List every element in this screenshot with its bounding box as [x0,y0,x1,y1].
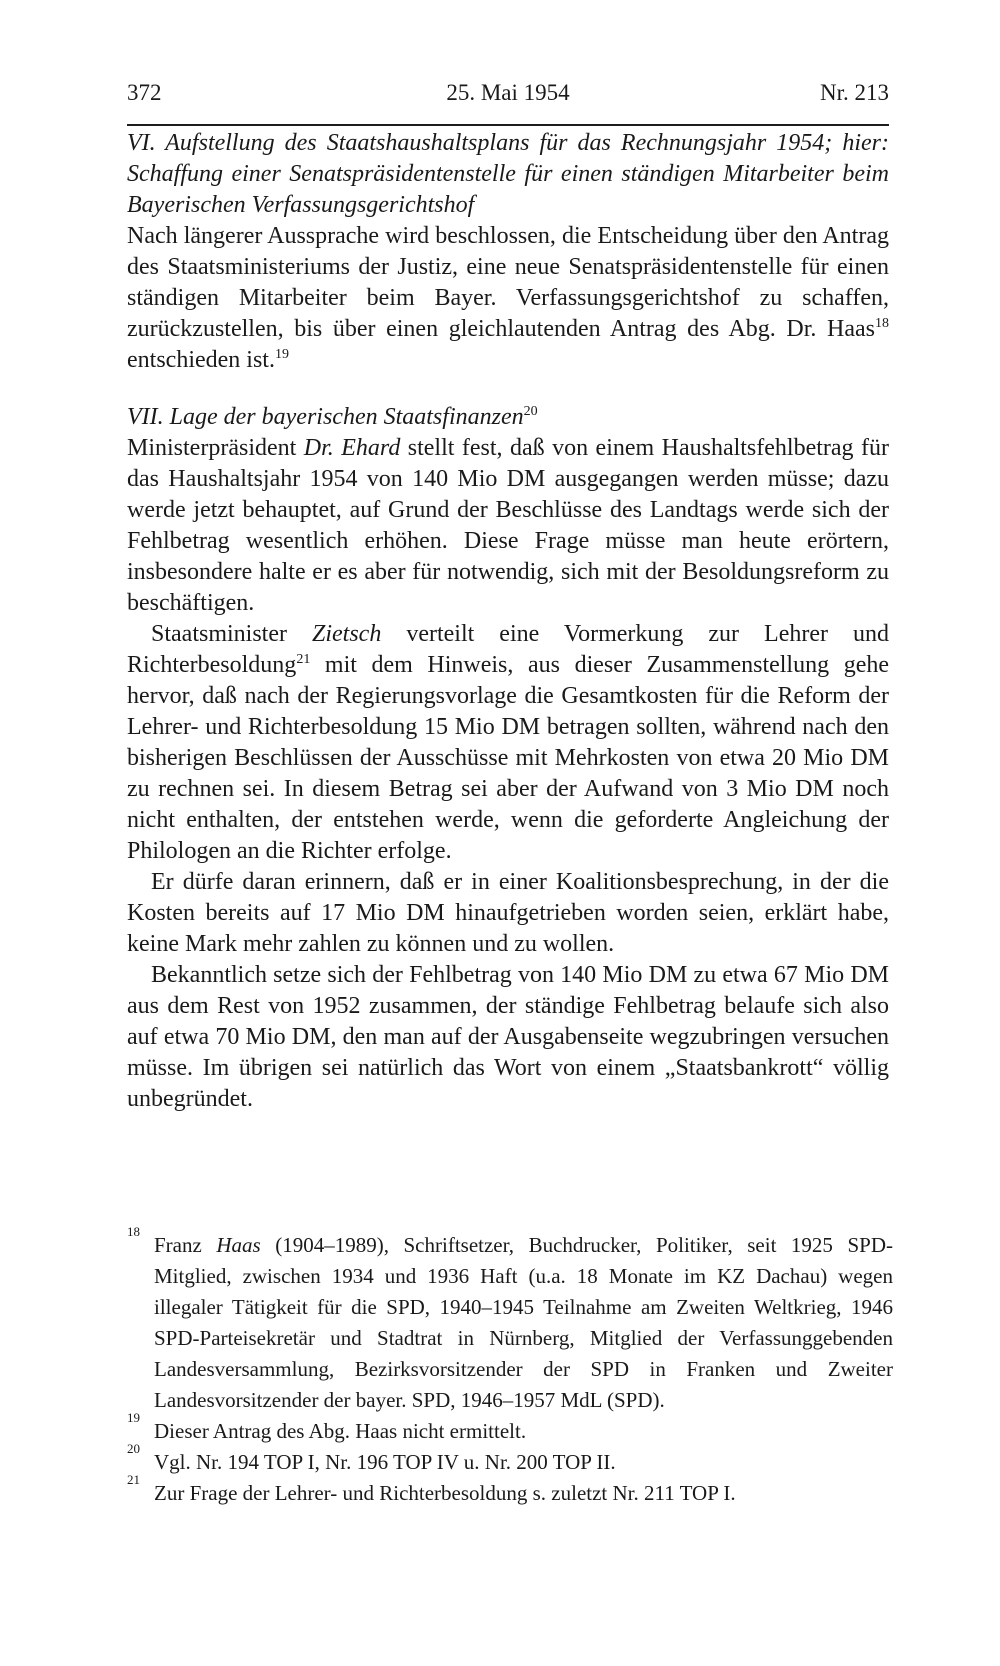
text-run: stellt fest, daß von einem Haushaltsfehlbetrag für das Haushaltsjahr 1954 von 140 Mio DM ausgegangen werden müsse; dazu werde jetzt behauptet, auf Grund der Beschlüsse des Landtags werde sich der Fehlbetrag wesentlich erhöhen. Diese Frage müsse man heute erörtern, insbesondere halte er es aber für notwendig, sich mit der Besoldungsreform zu beschäftigen. [127,435,889,616]
header-rule [127,124,889,126]
text-run: VII. Lage der bayerischen Staatsfinanzen [127,404,524,430]
text-run: Haas [216,1233,261,1257]
text-run: Dr. Ehard [303,435,401,461]
text-run: Nach längerer Aussprache wird beschlossen, die Entscheidung über den Antrag des Staatsministeriums der Justiz, eine neue Senatspräsidentenstelle für einen ständigen Mitarbeiter beim Bayer. Verfassungsgerichtshof zu schaffen, zurückzustellen, bis über einen gleichlautenden Antrag des Abg. Dr. Haas [127,223,889,342]
footnote-item [127,1410,893,1447]
footnote-number: 18 [127,1224,140,1239]
page-header [127,80,889,106]
text-run: Franz [154,1233,217,1257]
footnote-text [154,1481,736,1505]
footnote-ref: 18 [875,316,889,331]
footnote-ref: 21 [296,652,311,667]
footnote-number: 19 [127,1410,140,1425]
text-run: (1904–1989), Schriftsetzer, Buchdrucker, Politiker, seit 1925 SPD-Mitglied, zwischen 1934 und 1936 Haft (u.a. 18 Monate im KZ Dachau) wegen illegaler Tätigkeit für die SPD, 1940–1945 Teilnahme am Zweiten Weltkrieg, 1946 SPD-Parteisekretär und Stadtrat in Nürnberg, Mitglied der Verfassunggebenden Landesversammlung, Bezirksvorsitzender der SPD in Franken und Zweiter Landesvorsitzender der bayer. SPD, 1946–1957 MdL (SPD). [154,1233,893,1412]
footnote-item [127,1441,893,1478]
text-run: entschieden ist. [127,347,275,373]
footnote-ref: 20 [523,404,538,419]
section-heading [127,128,889,221]
text-run: Vgl. Nr. 194 TOP I, Nr. 196 TOP IV u. Nr. 200 TOP II. [154,1450,616,1474]
text-run: Er dürfe daran erinnern, daß er in einer Koalitionsbesprechung, in der die Kosten bereits auf 17 Mio DM hinaufgetrieben worden seien, erklärt habe, keine Mark mehr zahlen zu können und zu wollen. [127,869,889,957]
paragraph [127,619,889,867]
document-number: Nr. 213 [820,80,890,105]
text-run: mit dem Hinweis, aus dieser Zusammenstellung gehe hervor, daß nach der Regierungsvorlage die Gesamtkosten für die Reform der Lehrer- und Richterbesoldung 15 Mio DM betragen sollten, während nach den bisherigen Beschlüssen der Ausschüsse mit Mehrkosten von etwa 20 Mio DM zu rechnen sei. In diesem Betrag sei aber der Aufwand von 3 Mio DM noch nicht enthalten, der entstehen werde, wenn die geforderte Angleichung der Philologen an die Richter erfolge. [127,652,889,864]
paragraph [127,221,889,376]
text-run: VI. Aufstellung des Staatshaushaltsplans für das Rechnungsjahr 1954; hier: Schaffung einer Senatspräsidentenstelle für einen ständigen Mitarbeiter beim Bayerischen Verfassungsgerichtshof [127,130,889,218]
text-run: Zur Frage der Lehrer- und Richterbesoldung s. zuletzt Nr. 211 TOP I. [154,1481,736,1505]
paragraph [127,960,889,1115]
text-run: Dieser Antrag des Abg. Haas nicht ermittelt. [154,1419,527,1443]
footnote-ref: 19 [274,347,289,362]
footnote-item [127,1224,893,1416]
text-run: Staatsminister [151,621,312,647]
text-run: Zietsch [312,621,382,647]
footnote-text [154,1419,526,1443]
paragraph [127,867,889,960]
footnote-number: 21 [127,1472,140,1487]
footnote-number: 20 [127,1441,140,1456]
footnote-item [127,1472,893,1509]
section-heading [127,402,889,433]
body-text [127,128,889,1115]
running-head-date: 25. Mai 1954 [446,80,570,105]
footnotes [127,1224,893,1509]
text-run: Bekanntlich setze sich der Fehlbetrag von 140 Mio DM zu etwa 67 Mio DM aus dem Rest von 1952 zusammen, der ständige Fehlbetrag belaufe sich also auf etwa 70 Mio DM, den man auf der Ausgabenseite wegzubringen versuchen müsse. Im übrigen sei natürlich das Wort von einem „Staatsbankrott“ völlig unbegründet. [127,962,889,1112]
footnote-text [154,1233,893,1412]
footnote-text [154,1450,616,1474]
paragraph [127,433,889,619]
text-run: verteilt eine Vormerkung zur Lehrer und Richterbesoldung [127,621,889,678]
page-number: 372 [127,80,162,105]
text-run: Ministerpräsident [127,435,304,461]
